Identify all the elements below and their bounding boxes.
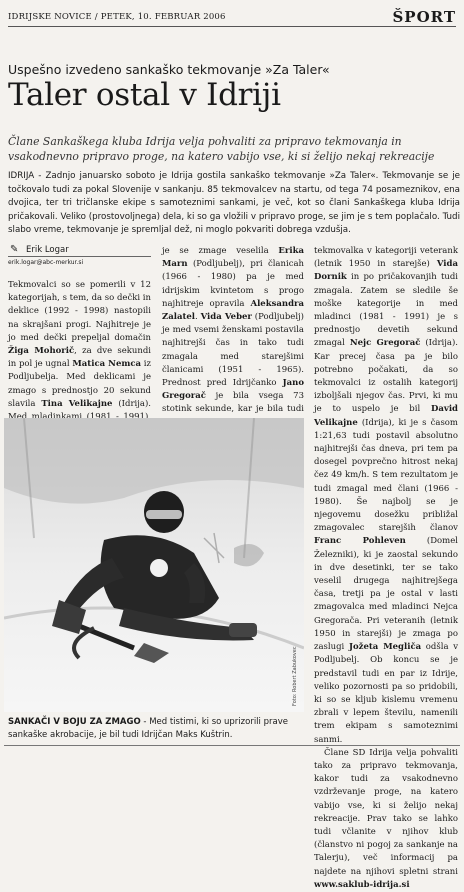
article-photo [4,418,304,712]
name-highlight: Aleksandra Zalatel [162,298,304,323]
author-name [8,245,151,257]
caption-title: SANKAČI V BOJU ZA ZMAGO [8,717,141,727]
body-column-3-main [314,245,458,747]
text-run: tekmovalka v kategoriji veterank (letnik 1950 in starejše) [314,246,458,270]
section-label: ŠPORT [392,8,456,26]
name-highlight: Žiga Mohorič [8,346,75,357]
text-run: . [195,312,201,323]
text-run: (Podljubelj) je med vsemi ženskami postavila najhitrejši čas in tako tudi zmagala med starejšimi članicami (1951 - 1965). Prednost pred Idrijčanko [162,312,304,389]
name-highlight: Vida Veber [200,312,252,323]
text-run: , za dve sekundi in pol je ugnal [8,346,151,370]
text-run: je bila vsega 73 stotink sekunde, kar je bila tudi [162,391,304,415]
photo-caption [8,716,304,741]
text-run: Tekmovalci so se pomerili v 12 kategorijah, s tem, da so dečki in deklice (1992 - 1998) nastopili na skrajšani progi. Najhitreje je jo med dečki prepeljal domačin [8,280,151,343]
author-block [8,245,151,266]
text-run: (Idrija). [118,398,151,409]
text-run: (Podljubelj), pri članicah (1966 - 1980) pa je med idrijskim kvintetom s progo najhitreje opravila [162,259,304,309]
name-highlight: Jožeta Megliča [348,642,422,653]
text-run: in po pričakovanjih tudi zmagala. Zatem se sledile še moške kategorije in med mladinci (1981 - 1991) je s prednostjo devetih sekund zmagal [314,272,458,349]
text-run: je se zmage veselila [162,246,279,256]
photo-credit: Foto: Robert Zabukovec [292,646,298,706]
body-column-1 [8,279,151,437]
text-run: iz Podljubelja. Med deklicami je zmago s prednostjo 20 sekund slavila [8,359,151,409]
article-lead: Člane Sankaškega kluba Idrija velja pohvaliti za pripravo tekmovanja in vsakodnevno pripravo proge, na katero vabijo vse, ki si želijo nekaj rekreacije [8,135,435,163]
name-highlight: www.saklub-idrija.si [314,879,410,890]
article-intro: IDRIJA - Zadnjo januarsko soboto je Idrija gostila sankaško tekmovanje »Za Taler«. Tekmovanje se je točkovalo tudi za pokal Slovenije v sankanju. 85 tekmovalcev na startu, od tega 74 posameznikov, ena dvojica, ter tri tričlanske ekipe s samoteznimi sankami, je več, kot so člani Sankaškega kluba Idrija pričakovali. Veliko (prostovoljnega) dela, ki so ga vložili v pripravo proge, se jim je s tem poplačalo. Tudi slabo vreme, tekmovanje je spremljal dež, ni moglo pokvariti dobrega vzdušja. [8,171,460,236]
text-run: Člane SD Idrija velja pohvaliti tako za pripravo tekmovanja, kakor tudi za vsakodnevno vzdrževanje proge, na katero vabijo vse, ki si želijo nekaj rekreacije. Prav tako se lahko tudi včlanite v njihov klub (članstvo ni pogoj za sankanje na Talerju), več informacij pa najdete na njihovi spletni strani [314,747,458,877]
sledder-photo-illustration [4,418,304,712]
bottom-rule [4,745,460,746]
text-run: (Domel Železniki), ki je zaostal sekundo in dve desetinki, ter se tako veselil drugega najhitrejšega časa, tretji pa je ostal v lasti zmagovalca med mladinci Nejca Gregorača. Pri veteranih (letnik 1950 in starejši) je zmaga po zaslugi [314,536,458,653]
name-highlight: Vida Dornik [314,259,458,283]
author-email[interactable]: erik.logar@abc-merkur.si [8,259,84,266]
text-run: odšla v Podljubelj. Ob koncu se je predstavil tudi en par iz Idrije, veliko pozornosti pa so pridobili, ki so se kljub kislemu vremenu zbrali v lepem številu, namenili trem ekipam s samoteznimi sanmi. [314,642,458,745]
body-column-3-end [314,747,458,892]
text-run: (Idrija). Kar precej časa pa je bilo potrebno počakati, da so tekmovalci iz ostalih kategorij izboljšali njegov čas. Prvi, ki mu je to uspelo je bil [314,338,458,415]
author-name-text: Erik Logar [26,245,69,255]
text-run: (Idrija), ki je s časom 1:21,63 tudi postavil absolutno najhitrejši čas dneva, pri tem pa dosegel povprečno hitrost nekaj čez 49 km/h. S tem rezultatom je tudi zmagal med člani (1966 - 1980). Še najbolj se je njegovemu dosežku približal zmagovalec starejših članov [314,417,458,534]
name-highlight: Nejc Gregorač [349,338,421,349]
publication-line: IDRIJSKE NOVICE / PETEK, 10. FEBRUAR 2006 [8,12,226,22]
page-header [8,10,456,27]
article-kicker: Uspešno izvedeno sankaško tekmovanje »Za Taler« [8,62,330,77]
body-column-3 [314,245,458,892]
name-highlight: Matica Nemca [72,359,142,370]
name-highlight: Tina Velikajne [41,398,113,409]
pen-icon: ✎ [10,244,19,255]
name-highlight: Jano Gregorač [162,378,304,402]
name-highlight: David Velikajne [314,404,458,428]
article-headline: Taler ostal v Idriji [8,77,281,113]
caption-text: - Med tistimi, ki so uprizorili prave sankaške akrobacije, je bil tudi Idrijčan Maks Kuštrin. [8,717,288,740]
name-highlight: Erika Marn [162,246,304,270]
name-highlight: Franc Pohleven [314,536,406,547]
